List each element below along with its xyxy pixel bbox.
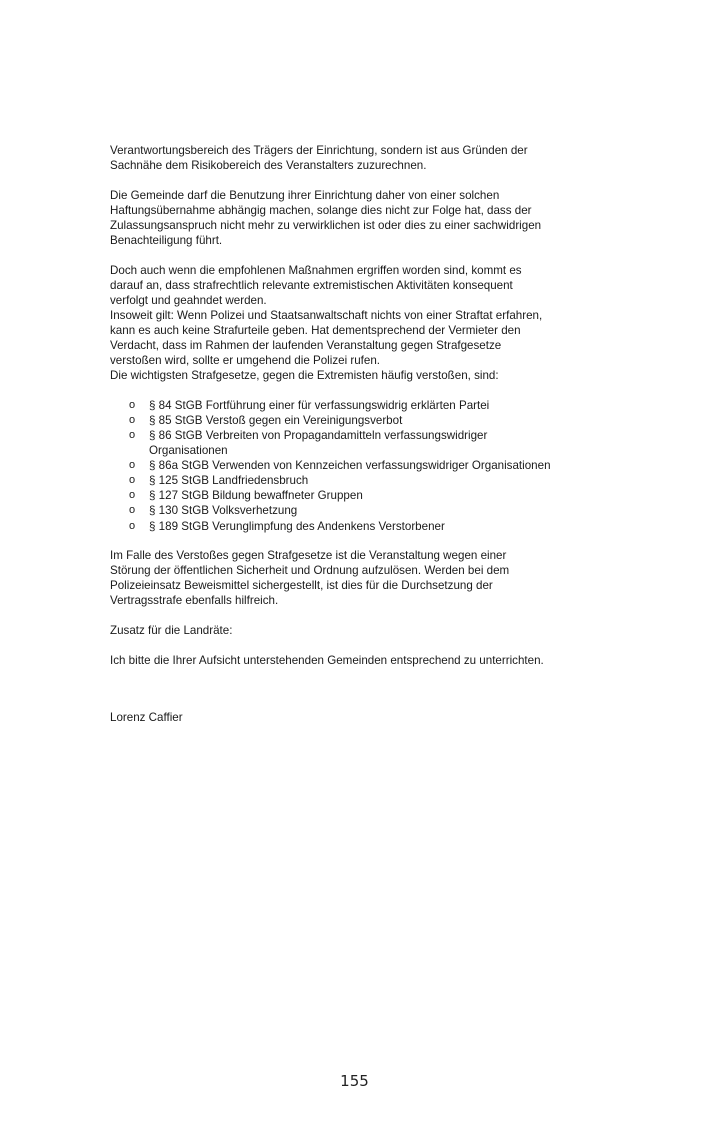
list-item-text: § 130 StGB Volksverhetzung (149, 504, 298, 518)
list-item (110, 458, 605, 473)
text-line: verstoßen wird, sollte er umgehend die Polizei rufen. (110, 354, 381, 368)
text-line: Doch auch wenn die empfohlenen Maßnahmen ergriffen worden sind, kommt es (110, 263, 522, 277)
text-line: Die wichtigsten Strafgesetze, gegen die Extremisten häufig verstoßen, sind: (110, 369, 499, 383)
list-item-text: Organisationen (149, 444, 228, 458)
list-item-text: § 125 StGB Landfriedensbruch (149, 474, 309, 488)
bullet-circle-icon: o (129, 519, 136, 532)
paragraph (110, 143, 605, 173)
list-item (110, 503, 605, 518)
text-line: Störung der öffentlichen Sicherheit und Ordnung aufzulösen. Werden bei dem (110, 564, 510, 578)
list-item-text: § 127 StGB Bildung bewaffneter Gruppen (149, 489, 363, 503)
bullet-circle-icon: o (129, 504, 136, 517)
paragraph (110, 653, 605, 668)
text-line: Zusatz für die Landräte: (110, 624, 233, 638)
text-line: Haftungsübernahme abhängig machen, solange dies nicht zur Folge hat, dass der (110, 203, 532, 217)
signature: Lorenz Caffier (110, 710, 183, 724)
page-number: 155 (340, 1072, 369, 1090)
text-line: Verantwortungsbereich des Trägers der Einrichtung, sondern ist aus Gründen der (110, 144, 528, 157)
text-line: Im Falle des Verstoßes gegen Strafgesetze ist die Veranstaltung wegen einer (110, 549, 507, 563)
document-page (110, 143, 605, 725)
bullet-circle-icon: o (129, 398, 136, 411)
paragraph (110, 548, 605, 608)
list-item-text: § 189 StGB Verunglimpfung des Andenkens Verstorbener (149, 519, 445, 533)
text-line: Benachteiligung führt. (110, 233, 223, 247)
bullet-circle-icon: o (129, 459, 136, 472)
text-line: Verdacht, dass im Rahmen der laufenden Veranstaltung gegen Strafgesetze (110, 339, 502, 353)
list-item (110, 398, 605, 413)
intro-paragraphs (110, 143, 605, 383)
list-item-text: § 85 StGB Verstoß gegen ein Vereinigungsverbot (149, 413, 403, 427)
text-line: Die Gemeinde darf die Benutzung ihrer Einrichtung daher von einer solchen (110, 188, 500, 202)
bullet-circle-icon: o (129, 489, 136, 502)
list-item (110, 519, 605, 534)
list-item (110, 473, 605, 488)
list-item-text: § 86 StGB Verbreiten von Propagandamitteln verfassungswidriger (149, 429, 488, 442)
closing-paragraphs (110, 548, 605, 668)
paragraph (110, 263, 605, 384)
text-line: Ich bitte die Ihrer Aufsicht unterstehenden Gemeinden entsprechend zu unterrichten. (110, 653, 544, 667)
text-line: Zulassungsanspruch nicht mehr zu verwirklichen ist oder dies zu einer sachwidrigen (110, 218, 542, 232)
paragraph (110, 623, 605, 638)
text-line: verfolgt und geahndet werden. (110, 293, 267, 307)
text-line: Sachnähe dem Risikobereich des Veranstalters zuzurechnen. (110, 159, 427, 173)
bullet-circle-icon: o (129, 413, 136, 426)
list-item-text: § 84 StGB Fortführung einer für verfassungswidrig erklärten Partei (149, 398, 490, 412)
text-line: kann es auch keine Strafurteile geben. Hat dementsprechend der Vermieter den (110, 323, 521, 337)
text-line: Vertragsstrafe ebenfalls hilfreich. (110, 594, 279, 608)
text-line: darauf an, dass strafrechtlich relevante extremistischen Aktivitäten konsequent (110, 278, 513, 292)
bullet-circle-icon: o (129, 429, 136, 441)
list-item (110, 413, 605, 428)
list-item (110, 488, 605, 503)
text-line: Polizeieinsatz Beweismittel sichergestellt, ist dies für die Durchsetzung der (110, 579, 493, 593)
list-item (110, 428, 605, 458)
statute-list (110, 398, 605, 534)
text-line: Insoweit gilt: Wenn Polizei und Staatsanwaltschaft nichts von einer Straftat erfahren, (110, 308, 543, 322)
bullet-circle-icon: o (129, 474, 136, 487)
list-item-text: § 86a StGB Verwenden von Kennzeichen verfassungswidriger Organisationen (149, 459, 551, 473)
paragraph (110, 188, 605, 248)
